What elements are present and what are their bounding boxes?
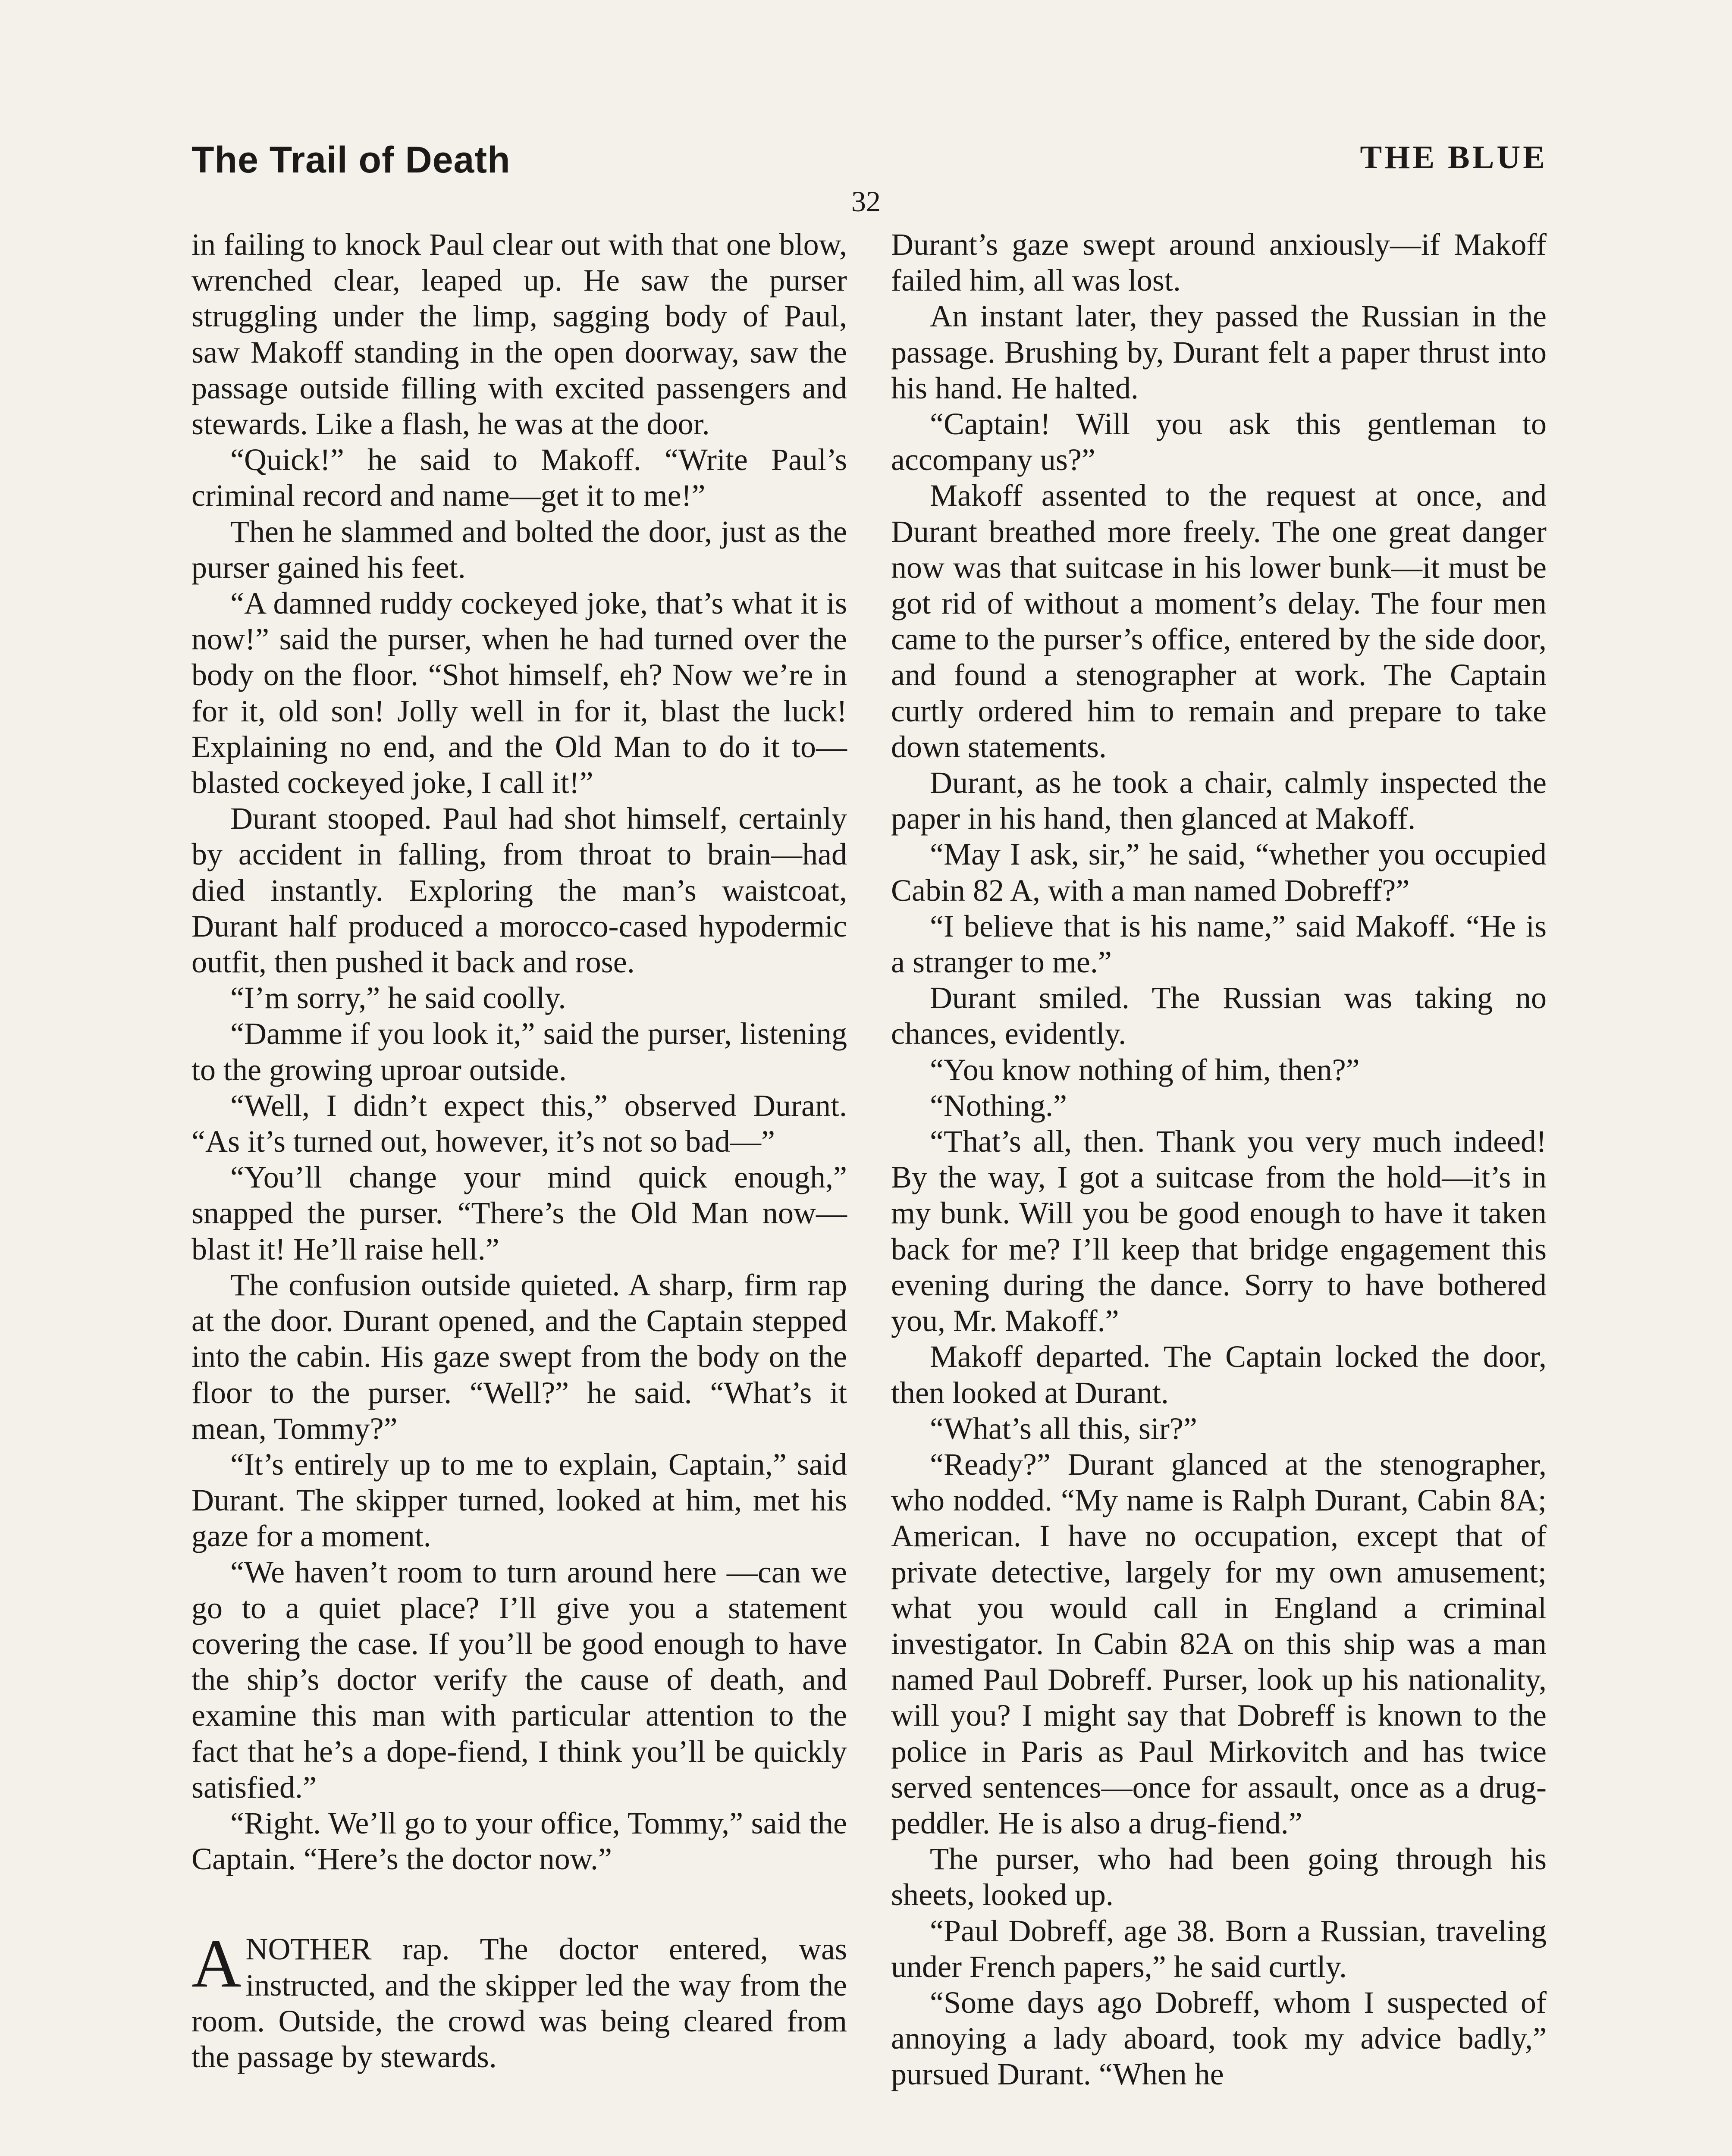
paragraph: Makoff assented to the request at once, and Durant breathed more freely. The one great danger now was that suitcase in his lower bunk—it must be got rid of without a moment’s delay. The four men came to the purser’s office, entered by the side door, and found a stenographer at work. The Captain curtly ordered him to remain and prepare to take down statements. [891,478,1547,764]
paragraph: in failing to knock Paul clear out with that one blow, wrenched clear, leaped up. He saw the purser struggling under the limp, sagging body of Paul, saw Makoff standing in the open doorway, saw the passage outside filling with excited passengers and stewards. Like a flash, he was at the door. [191,227,847,442]
paragraph: “I believe that is his name,” said Makoff. “He is a stranger to me.” [891,909,1547,980]
magazine-name: THE BLUE [1360,139,1547,175]
paragraph: “Some days ago Dobreff, whom I suspected of annoying a lady aboard, took my advice badly,” pursued Durant. “When he [891,1985,1547,2092]
page-number: 32 [851,185,881,218]
paragraph: “Ready?” Durant glanced at the stenographer, who nodded. “My name is Ralph Durant, Cabin 8A; American. I have no occupation, except that of private detective, largely for my own amusement; what you would call in England a criminal investigator. In Cabin 82A on this ship was a man named Paul Dobreff. Purser, look up his nationality, will you? I might say that Dobreff is known to the police in Paris as Paul Mirkovitch and has twice served sentences—once for assault, once as a drug-peddler. He is also a drug-fiend.” [891,1447,1547,1840]
paragraph: “It’s entirely up to me to explain, Captain,” said Durant. The skipper turned, looked at him, met his gaze for a moment. [191,1447,847,1554]
paragraph: Then he slammed and bolted the door, just as the purser gained his feet. [191,514,847,585]
paragraph: “Captain! Will you ask this gentleman to accompany us?” [891,407,1547,477]
paragraph: “Right. We’ll go to your office, Tommy,” said the Captain. “Here’s the doctor now.” [191,1805,847,1877]
paragraph: “Nothing.” [930,1088,1067,1123]
paragraph: “We haven’t room to turn around here —can we go to a quiet place? I’ll give you a statement covering the case. If you’ll be good enough to have the ship’s doctor verify the cause of death, and examine this man with particular attention to the fact that he’s a dope-fiend, I think you’ll be quickly satisfied.” [191,1554,847,1805]
story-title: The Trail of Death [191,139,511,181]
paragraph: “You know nothing of him, then?” [930,1052,1360,1087]
paragraph: “You’ll change your mind quick enough,” snapped the purser. “There’s the Old Man now—blast it! He’ll raise hell.” [191,1160,847,1266]
drop-cap-letter: A [191,1925,242,2002]
paragraph: An instant later, they passed the Russian in the passage. Brushing by, Durant felt a paper thrust into his hand. He halted. [891,299,1547,405]
paragraph: Durant, as he took a chair, calmly inspected the paper in his hand, then glanced at Makoff. [891,765,1547,836]
paragraph: “Paul Dobreff, age 38. Born a Russian, traveling under French papers,” he said curtly. [891,1913,1547,1984]
paragraph: “Well, I didn’t expect this,” observed Durant. “As it’s turned out, however, it’s not so bad—” [191,1088,847,1159]
right-column [891,227,1547,2093]
paragraph: Durant smiled. The Russian was taking no chances, evidently. [891,981,1547,1051]
paragraph: “That’s all, then. Thank you very much indeed! By the way, I got a suitcase from the hold—it’s in my bunk. Will you be good enough to have it taken back for me? I’ll keep that bridge engagement this evening during the dance. Sorry to have bothered you, Mr. Makoff.” [891,1124,1547,1338]
paragraph: “Quick!” he said to Makoff. “Write Paul’s criminal record and name—get it to me!” [191,442,847,513]
paragraph: “I’m sorry,” he said coolly. [230,981,566,1015]
left-column [191,227,847,2075]
dropcap-paragraph [191,1925,847,2075]
paragraph: The purser, who had been going through his sheets, looked up. [891,1842,1547,1912]
paragraph: Durant’s gaze swept around anxiously—if Makoff failed him, all was lost. [891,227,1547,298]
paragraph: Makoff departed. The Captain locked the door, then looked at Durant. [891,1339,1547,1410]
paragraph: “Damme if you look it,” said the purser, listening to the growing uproar outside. [191,1016,847,1087]
paragraph: “A damned ruddy cockeyed joke, that’s what it is now!” said the purser, when he had turned over the body on the floor. “Shot himself, eh? Now we’re in for it, old son! Jolly well in for it, blast the luck! Explaining no end, and the Old Man to do it to—blasted cockeyed joke, I call it!” [191,586,847,800]
paragraph: Durant stooped. Paul had shot himself, certainly by accident in falling, from throat to brain—had died instantly. Exploring the man’s waistcoat, Durant half produced a morocco-cased hypodermic outfit, then pushed it back and rose. [191,801,847,980]
paragraph: “What’s all this, sir?” [930,1411,1197,1446]
dropcap-paragraph-text: NOTHER rap. The doctor entered, was instructed, and the skipper led the way from the room. Outside, the crowd was being cleared from the passage by stewards. [191,1932,847,2074]
paragraph: “May I ask, sir,” he said, “whether you occupied Cabin 82 A, with a man named Dobreff?” [891,837,1547,908]
paragraph: The confusion outside quieted. A sharp, firm rap at the door. Durant opened, and the Captain stepped into the cabin. His gaze swept from the body on the floor to the purser. “Well?” he said. “What’s it mean, Tommy?” [191,1267,847,1446]
